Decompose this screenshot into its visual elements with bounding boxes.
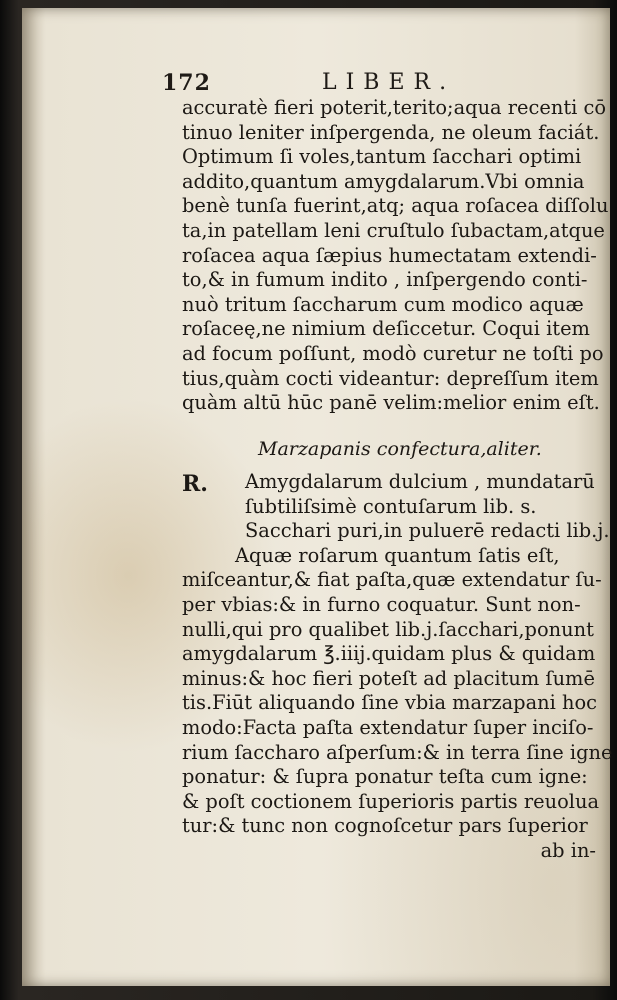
text-line: benè tunſa fuerint,atq; aqua roſacea diſſolu	[182, 194, 609, 218]
text-line: roſacea aqua ſæpius humectatam extendi-	[182, 243, 597, 267]
instruction-line: ponatur: & ſupra ponatur teſta cum igne:	[182, 765, 588, 789]
instruction-line: tis.Fiūt aliquando ſine vbia marzapani hoc	[182, 691, 598, 715]
recipe-block	[182, 470, 613, 864]
instruction-line: tur:& tunc non cognoſcetur pars ſuperior	[182, 814, 588, 838]
text-line: tius,quàm cocti videantur: depreſſum item	[182, 366, 599, 390]
paragraph-1	[182, 96, 609, 416]
text-line: roſaceę,ne nimium deſiccetur. Coqui item	[182, 317, 590, 341]
catchword: ab in-	[540, 838, 596, 862]
instruction-line: modo:Facta paſta extendatur ſuper inciſo-	[182, 715, 594, 739]
instruction-line: per vbias:& in furno coquatur. Sunt non-	[182, 592, 581, 616]
text-line: accuratè fieri poterit,terito;aqua recenti cō	[182, 96, 607, 119]
text-line: Optimum ſi voles,tantum ſacchari optimi	[182, 145, 582, 169]
ingredient-line: Amygdalarum dulcium , mundatarū	[245, 470, 595, 493]
text-line: quàm altū hūc panē velim:melior enim eſt.	[182, 391, 600, 415]
ingredient-line: Sacchari puri,in puluerē redacti lib.j.	[245, 519, 610, 543]
instruction-line: miſceantur,& fiat paſta,quæ extendatur ſu-	[182, 568, 602, 592]
instruction-line: amygdalarum ℥.iiij.quidam plus & quidam	[182, 642, 596, 666]
book-page	[22, 8, 613, 986]
text-line: ad focum poſſunt, modò curetur ne toſti po	[182, 341, 604, 365]
ingredient-line: ſubtiliſsimè contuſarum lib. s.	[245, 494, 537, 518]
section-subheading: Marzapanis confectura,aliter.	[258, 438, 542, 460]
text-line: tinuo leniter inſpergenda, ne oleum faciát.	[182, 120, 600, 144]
instruction-line: minus:& hoc fieri poteſt ad placitum ſumē	[182, 666, 595, 690]
instruction-start-line: Aquæ roſarum quantum ſatis eſt,	[235, 543, 560, 567]
instruction-line: rium ſaccharo aſperſum:& in terra ſine igne	[182, 740, 613, 764]
text-line: addito,quantum amygdalarum.Vbi omnia	[182, 169, 585, 193]
running-head: LIBER.	[322, 70, 456, 95]
page-number: 172	[162, 70, 211, 96]
recipe-marker: R.	[182, 471, 208, 497]
instruction-line: & poſt coctionem ſuperioris partis reuolua	[182, 789, 600, 813]
instruction-line: nulli,qui pro qualibet lib.j.ſacchari,ponunt	[182, 617, 594, 641]
text-line: nuò tritum ſaccharum cum modico aquæ	[182, 292, 584, 316]
text-line: ta,in patellam leni cruſtulo ſubactam,atque	[182, 218, 605, 242]
text-line: to,& in fumum indito , inſpergendo conti-	[182, 268, 588, 292]
